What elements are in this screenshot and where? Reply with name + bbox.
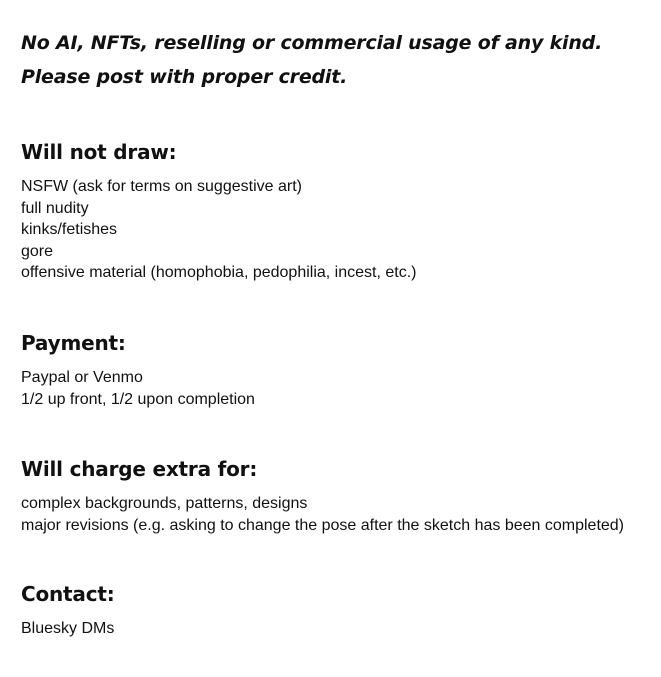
list-item: Paypal or Venmo — [21, 369, 143, 386]
terms-page — [21, 26, 651, 637]
list-item: major revisions (e.g. asking to change the pose after the sketch has been completed) — [21, 516, 625, 534]
contact-list — [21, 618, 115, 640]
payment-heading: Payment: — [21, 331, 126, 355]
usage-notice-line: No AI, NFTs, reselling or commercial usage of any kind. — [21, 32, 603, 54]
will-not-draw-heading: Will not draw: — [21, 140, 177, 164]
extra-charges-heading: Will charge extra for: — [21, 457, 258, 481]
contact-heading: Contact: — [21, 582, 115, 606]
list-item: gore — [21, 242, 54, 260]
extra-charges-section — [21, 457, 624, 536]
payment-list — [21, 367, 255, 410]
list-item: 1/2 up front, 1/2 upon completion — [21, 390, 255, 408]
usage-notice — [21, 26, 651, 94]
list-item: offensive material (homophobia, pedophilia, incest, etc.) — [21, 264, 417, 282]
payment-section — [21, 331, 255, 410]
will-not-draw-list — [21, 176, 416, 284]
extra-charges-list — [21, 493, 624, 536]
contact-section — [21, 582, 115, 640]
list-item: complex backgrounds, patterns, designs — [21, 495, 308, 512]
credit-notice-line: Please post with proper credit. — [21, 66, 348, 88]
list-item: full nudity — [21, 199, 89, 217]
list-item: Bluesky DMs — [21, 620, 115, 637]
will-not-draw-section — [21, 140, 416, 284]
list-item: kinks/fetishes — [21, 221, 118, 239]
list-item: NSFW (ask for terms on suggestive art) — [21, 178, 302, 195]
